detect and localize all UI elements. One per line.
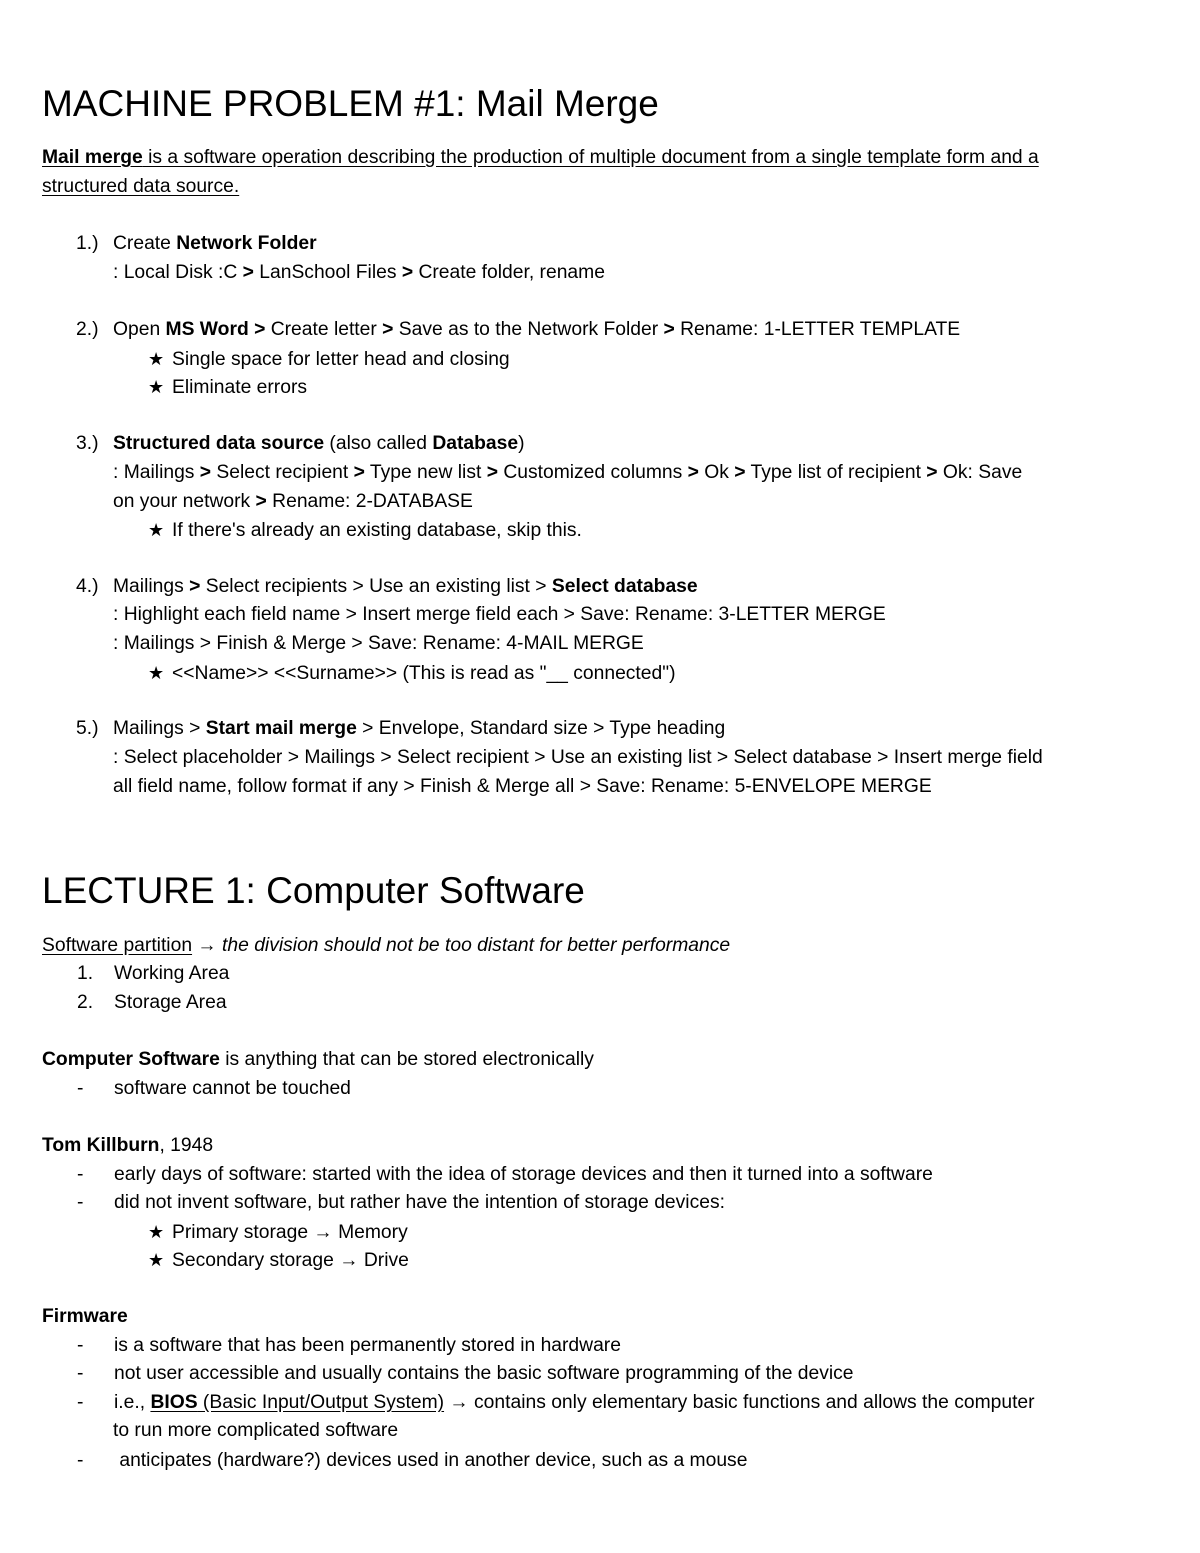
bios-continuation: to run more complicated software bbox=[113, 1420, 399, 1441]
dash-point: - early days of software: started with the idea of storage devices and then it turned into a software bbox=[77, 1164, 933, 1185]
step-2-bullet: ★ Eliminate errors bbox=[148, 374, 307, 401]
star-bullet-icon: ★ bbox=[148, 377, 165, 397]
partition-item: 1. Working Area bbox=[77, 963, 230, 984]
step-1-detail: : Local Disk :C > LanSchool Files > Create folder, rename bbox=[113, 262, 605, 283]
step-4-bullet: ★ <<Name>> <<Surname>> (This is read as "__ connected") bbox=[148, 660, 676, 687]
software-partition-term: Software partition bbox=[42, 935, 193, 956]
step-4-detail-line2: : Mailings > Finish & Merge > Save: Rename: 4-MAIL MERGE bbox=[113, 633, 644, 654]
firmware-heading: Firmware bbox=[42, 1306, 128, 1327]
step-2: 2.) Open MS Word > Create letter > Save as to the Network Folder > Rename: 1-LETTER TEMPLATE bbox=[76, 319, 961, 340]
dash-point: - not user accessible and usually contains the basic software programming of the device bbox=[77, 1363, 854, 1384]
step-5: 5.) Mailings > Start mail merge > Envelope, Standard size > Type heading bbox=[76, 718, 726, 739]
machine-problem-title: MACHINE PROBLEM #1: Mail Merge bbox=[42, 83, 659, 124]
step-3: 3.) Structured data source (also called Database) bbox=[76, 433, 525, 454]
star-bullet-icon: ★ bbox=[148, 349, 165, 369]
step-3-detail-line2: on your network > Rename: 2-DATABASE bbox=[113, 491, 473, 512]
step-5-detail-line1: : Select placeholder > Mailings > Select recipient > Use an existing list > Select database > Insert merge field bbox=[113, 747, 1043, 768]
bios-term: BIOS bbox=[150, 1392, 198, 1413]
lecture-title: LECTURE 1: Computer Software bbox=[42, 870, 585, 911]
star-bullet-icon: ★ bbox=[148, 663, 165, 683]
dash-point-bios: - i.e., BIOS (Basic Input/Output System) → contains only elementary basic functions and allows the computer bbox=[77, 1392, 1035, 1413]
dash-point: - software cannot be touched bbox=[77, 1078, 351, 1099]
storage-bullet: ★ Primary storage → Memory bbox=[148, 1219, 408, 1246]
network-folder-term: Network Folder bbox=[176, 233, 317, 254]
partition-item: 2. Storage Area bbox=[77, 992, 227, 1013]
step-2-bullet: ★ Single space for letter head and closing bbox=[148, 346, 510, 373]
step-5-detail-line2: all field name, follow format if any > Finish & Merge all > Save: Rename: 5-ENVELOPE MERGE bbox=[113, 776, 932, 797]
mail-merge-definition-line2: structured data source. bbox=[42, 176, 240, 197]
software-partition-line: Software partition → the division should not be too distant for better performance bbox=[42, 935, 731, 956]
dash-point: - is a software that has been permanently stored in hardware bbox=[77, 1335, 621, 1356]
step-4: 4.) Mailings > Select recipients > Use an existing list > Select database bbox=[76, 576, 698, 597]
step-4-detail-line1: : Highlight each field name > Insert merge field each > Save: Rename: 3-LETTER MERGE bbox=[113, 604, 886, 625]
star-bullet-icon: ★ bbox=[148, 520, 165, 540]
mail-merge-definition-line1: Mail merge is a software operation describing the production of multiple document from a single template form and a bbox=[42, 147, 1039, 168]
dash-point: - anticipates (hardware?) devices used in another device, such as a mouse bbox=[77, 1450, 748, 1471]
step-1: 1.) Create Network Folder bbox=[76, 233, 317, 254]
step-3-bullet: ★ If there's already an existing database, skip this. bbox=[148, 517, 582, 544]
computer-software-definition: Computer Software is anything that can be stored electronically bbox=[42, 1049, 594, 1070]
star-bullet-icon: ★ bbox=[148, 1222, 165, 1242]
storage-bullet: ★ Secondary storage → Drive bbox=[148, 1247, 409, 1274]
step-3-detail-line1: : Mailings > Select recipient > Type new list > Customized columns > Ok > Type list of recipient > Ok: Save bbox=[113, 462, 1023, 483]
tom-killburn-heading: Tom Killburn, 1948 bbox=[42, 1135, 214, 1156]
star-bullet-icon: ★ bbox=[148, 1250, 165, 1270]
mail-merge-term: Mail merge bbox=[42, 147, 143, 168]
dash-point: - did not invent software, but rather have the intention of storage devices: bbox=[77, 1192, 725, 1213]
